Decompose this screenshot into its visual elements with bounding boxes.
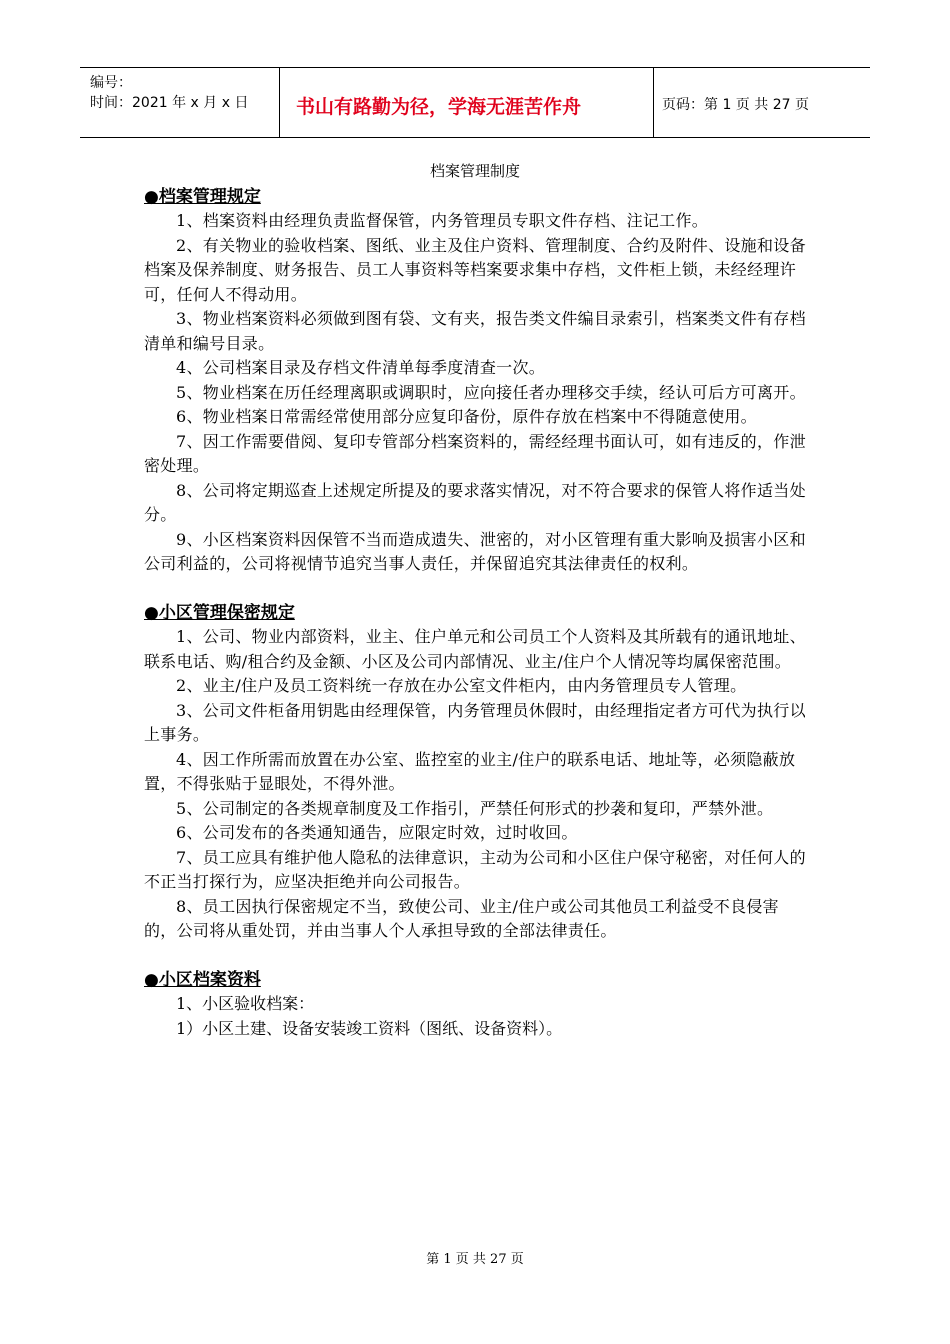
- paragraph: 6、公司发布的各类通知通告，应限定时效，过时收回。: [176, 823, 578, 842]
- paragraph: 8、公司将定期巡查上述规定所提及的要求落实情况，对不符合要求的保管人将作适当处分。: [144, 480, 806, 524]
- paragraph: 2、有关物业的验收档案、图纸、业主及住户资料、管理制度、合约及附件、设施和设备档案及保养制度、财务报告、员工人事资料等档案要求集中存档，文件柜上锁，未经经理许可，任何人不得动用。: [144, 235, 806, 304]
- number-label: 编号：: [90, 75, 132, 91]
- paragraph: 1、公司、物业内部资料，业主、住户单元和公司员工个人资料及其所载有的通讯地址、联系电话、购/租合约及金额、小区及公司内部情况、业主/住户个人情况等均属保密范围。: [144, 627, 806, 671]
- list-item: 1）小区土建、设备安装竣工资料（图纸、设备资料）。: [176, 1018, 563, 1038]
- page-number-label: 页码：第 1 页 共 27 页: [662, 97, 809, 113]
- paragraph: 8、员工因执行保密规定不当，致使公司、业主/住户或公司其他员工利益受不良侵害的，公司将从重处罚，并由当事人个人承担导致的全部法律责任。: [144, 896, 779, 940]
- paragraph: 7、员工应具有维护他人隐私的法律意识，主动为公司和小区住户保守秘密，对任何人的不正当打探行为，应坚决拒绝并向公司报告。: [144, 847, 806, 891]
- paragraph: 1、档案资料由经理负责监督保管，内务管理员专职文件存档、注记工作。: [176, 211, 709, 230]
- paragraph: 7、因工作需要借阅、复印专管部分档案资料的，需经经理书面认可，如有违反的，作泄密处理。: [144, 431, 806, 475]
- paragraph: 5、公司制定的各类规章制度及工作指引，严禁任何形式的抄袭和复印，严禁外泄。: [176, 798, 774, 818]
- document-title: 档案管理制度: [429, 162, 520, 180]
- section-heading-archive-materials: ●小区档案资料: [144, 970, 261, 990]
- header-page-cell: [654, 68, 870, 137]
- document-body: [144, 185, 810, 1041]
- section-spacer: [144, 577, 810, 602]
- paragraph: 4、因工作所需而放置在办公室、监控室的业主/住户的联系电话、地址等，必须隐蔽放置，不得张贴于显眼处，不得外泄。: [144, 749, 796, 793]
- paragraph: 2、业主/住户及员工资料统一存放在办公室文件柜内，由内务管理员专人管理。: [176, 676, 747, 695]
- paragraph: 3、物业档案资料必须做到图有袋、文有夹，报告类文件编目录索引，档案类文件有存档清单和编号目录。: [144, 309, 806, 353]
- paragraph: 9、小区档案资料因保管不当而造成遗失、泄密的，对小区管理有重大影响及损害小区和公司利益的，公司将视情节追究当事人责任，并保留追究其法律责任的权利。: [144, 529, 806, 573]
- date-label: 时间：2021 年 x 月 x 日: [90, 95, 249, 111]
- section-spacer: [144, 944, 810, 969]
- section-heading-archive-rules: ●档案管理规定: [144, 187, 261, 207]
- header-info-cell: [80, 68, 280, 137]
- page-footer: 第 1 页 共 27 页: [426, 1252, 524, 1267]
- motto: 书山有路勤为径，学海无涯苦作舟: [296, 96, 582, 118]
- list-item: 1、小区验收档案：: [176, 994, 315, 1013]
- header-motto-cell: [280, 68, 654, 137]
- paragraph: 4、公司档案目录及存档文件清单每季度清查一次。: [176, 358, 546, 377]
- paragraph: 6、物业档案日常需经常使用部分应复印备份，原件存放在档案中不得随意使用。: [176, 407, 757, 426]
- page-header: [80, 67, 870, 138]
- section-heading-confidentiality: ●小区管理保密规定: [144, 603, 295, 623]
- paragraph: 5、物业档案在历任经理离职或调职时，应向接任者办理移交手续，经认可后方可离开。: [176, 382, 806, 402]
- paragraph: 3、公司文件柜备用钥匙由经理保管，内务管理员休假时，由经理指定者方可代为执行以上事务。: [144, 700, 806, 744]
